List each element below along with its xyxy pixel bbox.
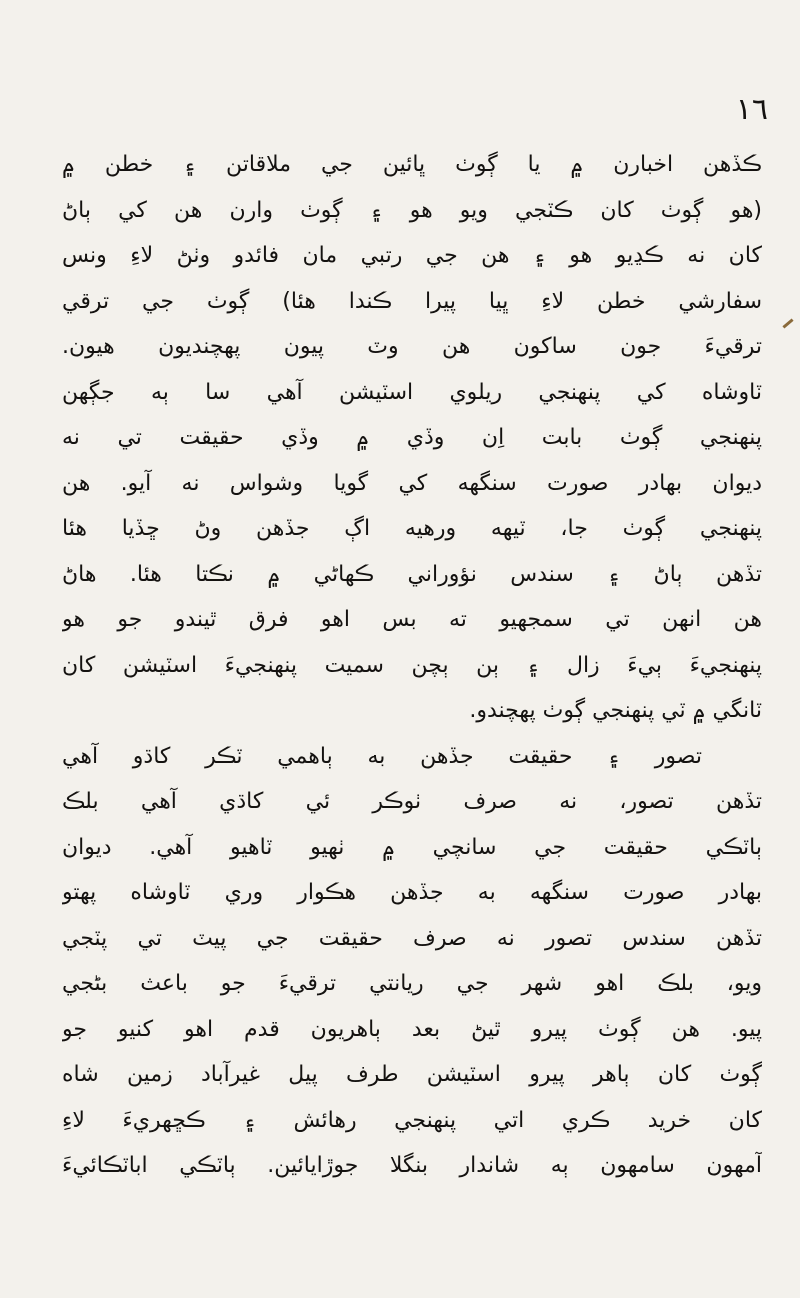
text-line: پنهنجي ڳوٺ بابت اِن وڏي ۾ وڏي حقيقت تي نه bbox=[62, 425, 762, 450]
page-number: ١٦ bbox=[735, 92, 768, 127]
text-line: ترقيءَ جون ساکون هن وٽ پيون پهچنديون هيون. bbox=[62, 334, 762, 359]
body-text bbox=[62, 142, 762, 1189]
text-line: کان خريد ڪري اتي پنهنجي رهائش ۽ ڪڇهريءَ لاءِ bbox=[62, 1107, 762, 1133]
text-line: بهادر صورت سنگهه به جڏهن هڪوار وري ٽاوشاه پهتو bbox=[62, 880, 762, 905]
text-line: ٽانگي ۾ ٽي پنهنجي ڳوٺ پهچندو. bbox=[469, 698, 762, 723]
text-line: ديوان بهادر صورت سنگهه کي گويا وشواس نه آيو. هن bbox=[62, 470, 762, 496]
text-line: سفارشي خطن لاءِ ڀيا پيرا ڪندا هئا) ڳوٺ جي ترقي bbox=[62, 288, 762, 314]
text-line: تڏهن سندس تصور نه صرف حقيقت جي پيٽ تي پٽجي bbox=[62, 925, 762, 951]
text-line: پنهنجيءَ ٻيءَ زال ۽ ٻن ٻچن سميت پنهنجيءَ اسٽيشن کان bbox=[62, 652, 762, 678]
text-line: ڪڏهن اخبارن ۾ يا ڳوٺ ڀائين جي ملاقاتن ۽ خطن ۾ bbox=[62, 152, 762, 177]
paragraph-start-line: تصور ۽ حقيقت جڏهن به ٻاهمي ٽڪر کاڌو آهي bbox=[62, 743, 702, 769]
text-line: ويو، بلڪ اهو شهر جي ريانتي ترقيءَ جو باعث بڻجي bbox=[62, 971, 762, 996]
text-line: پيو. هن ڳوٺ پيرو ٿيڻ بعد ٻاهريون قدم اهو کنيو جو bbox=[62, 1016, 762, 1042]
text-line: تڏهن تصور، نه صرف ٺوڪر ئي کاڌي آهي بلڪ bbox=[62, 789, 762, 814]
text-line: تڏهن ٻاڻ ۽ سندس نؤوراني ڪهاڻي ۾ نڪتا هئا. هاڻ bbox=[62, 561, 762, 587]
text-line: ڳوٺ کان ٻاهر پيرو اسٽيشن طرف پيل غيرآباد زمين شاه bbox=[62, 1062, 762, 1087]
margin-mark bbox=[782, 318, 793, 328]
text-line: (هو ڳوٺ کان ڪٽجي ويو هو ۽ ڳوٺ وارن هن کي ٻاڻ bbox=[62, 197, 762, 223]
text-line: آمهون سامهون ٻه شاندار بنگلا جوڙايائين. ٻاٽڪي اباٽڪائيءَ bbox=[62, 1153, 762, 1178]
text-line: هن انهن تي سمجهيو ته بس اهو فرق ٿيندو جو هو bbox=[62, 607, 762, 632]
text-line: ٻاٽڪي حقيقت جي سانچي ۾ ٺهيو ٽاهيو آهي. ديوان bbox=[62, 834, 762, 860]
text-line: کان نه ڪڍيو هو ۽ هن جي رتبي مان فائدو وٺڻ لاءِ ونس bbox=[62, 243, 762, 268]
text-line: ٽاوشاه کي پنهنجي ريلوي اسٽيشن آهي سا ٻه جڳهن bbox=[62, 379, 762, 405]
text-line: پنهنجي ڳوٺ جا، ٽيهه ورهيه اڳ جڏهن وڻ ڇڏيا هئا bbox=[62, 516, 762, 541]
